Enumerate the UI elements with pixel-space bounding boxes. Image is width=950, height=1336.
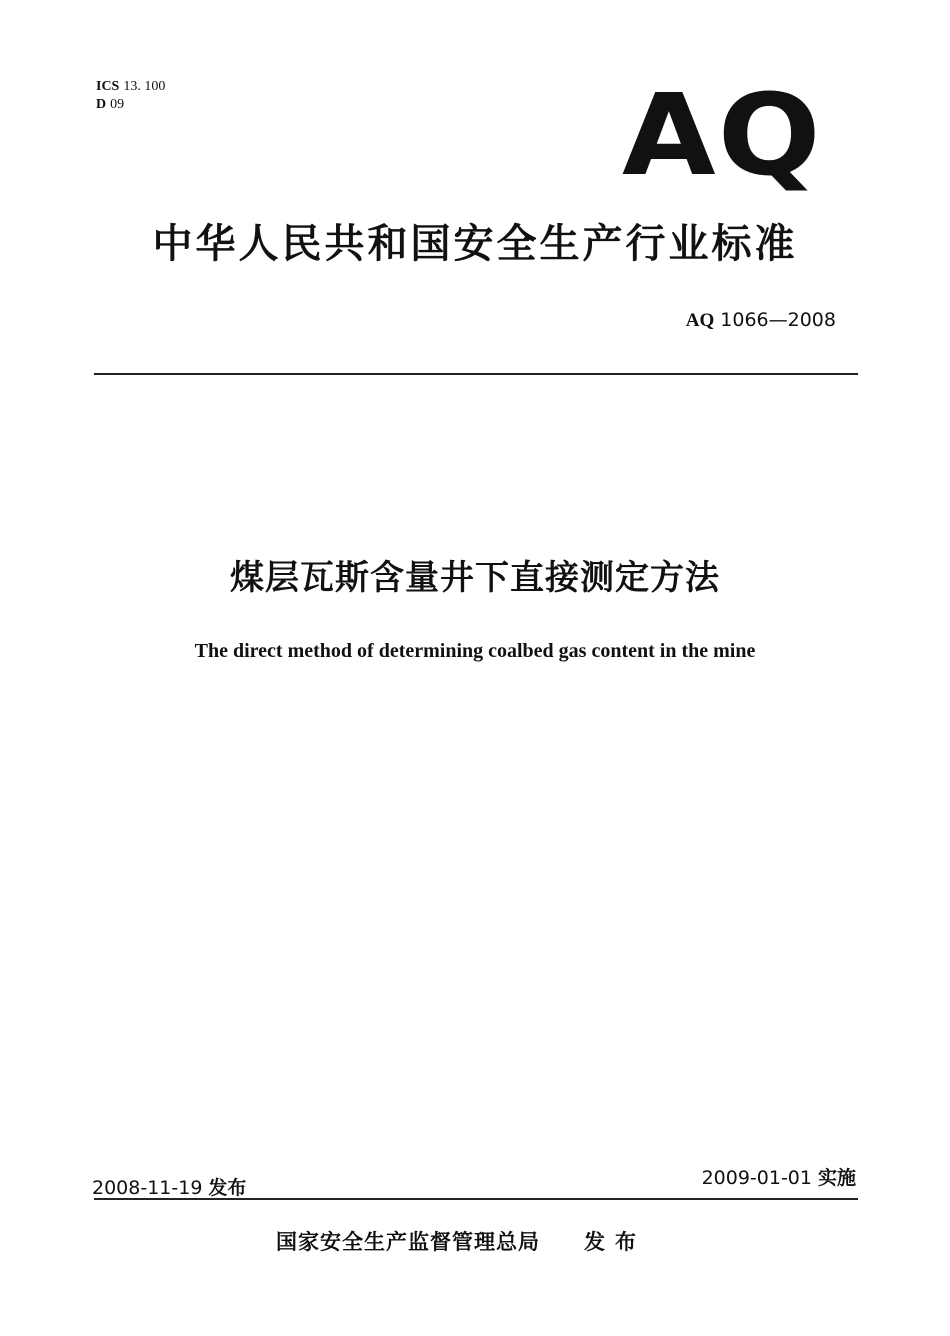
- issue-date: [92, 1176, 246, 1200]
- ics-label: ICS: [96, 79, 120, 94]
- standard-category-title: 中华人民共和国安全生产行业标准: [152, 221, 798, 267]
- effective-date-label: 实施: [817, 1167, 856, 1189]
- ics-value: 13. 100: [123, 79, 166, 94]
- issue-date-value: 2008-11-19: [92, 1177, 203, 1199]
- aq-logo: AQ: [622, 71, 823, 201]
- ics-code: [96, 78, 165, 96]
- issuer-name: 国家安全生产监督管理总局: [276, 1230, 540, 1254]
- document-title-en: The direct method of determining coalbed gas content in the mine: [194, 640, 756, 662]
- standard-number-prefix: AQ: [685, 310, 715, 331]
- issuer: [276, 1228, 646, 1256]
- ccs-code: [96, 96, 165, 114]
- standard-number: [686, 308, 836, 333]
- ccs-label: D: [96, 97, 107, 112]
- issue-date-label: 发布: [208, 1177, 247, 1199]
- footer-divider: [94, 1198, 858, 1200]
- ccs-value: 09: [110, 97, 125, 112]
- classification-codes: [96, 78, 165, 114]
- header-divider: [94, 373, 858, 375]
- document-title-cn: 煤层瓦斯含量井下直接测定方法: [230, 558, 720, 598]
- issuer-action: 发布: [584, 1230, 646, 1254]
- effective-date-value: 2009-01-01: [701, 1167, 812, 1189]
- effective-date: [702, 1166, 856, 1190]
- standard-number-value: 1066—2008: [720, 309, 836, 331]
